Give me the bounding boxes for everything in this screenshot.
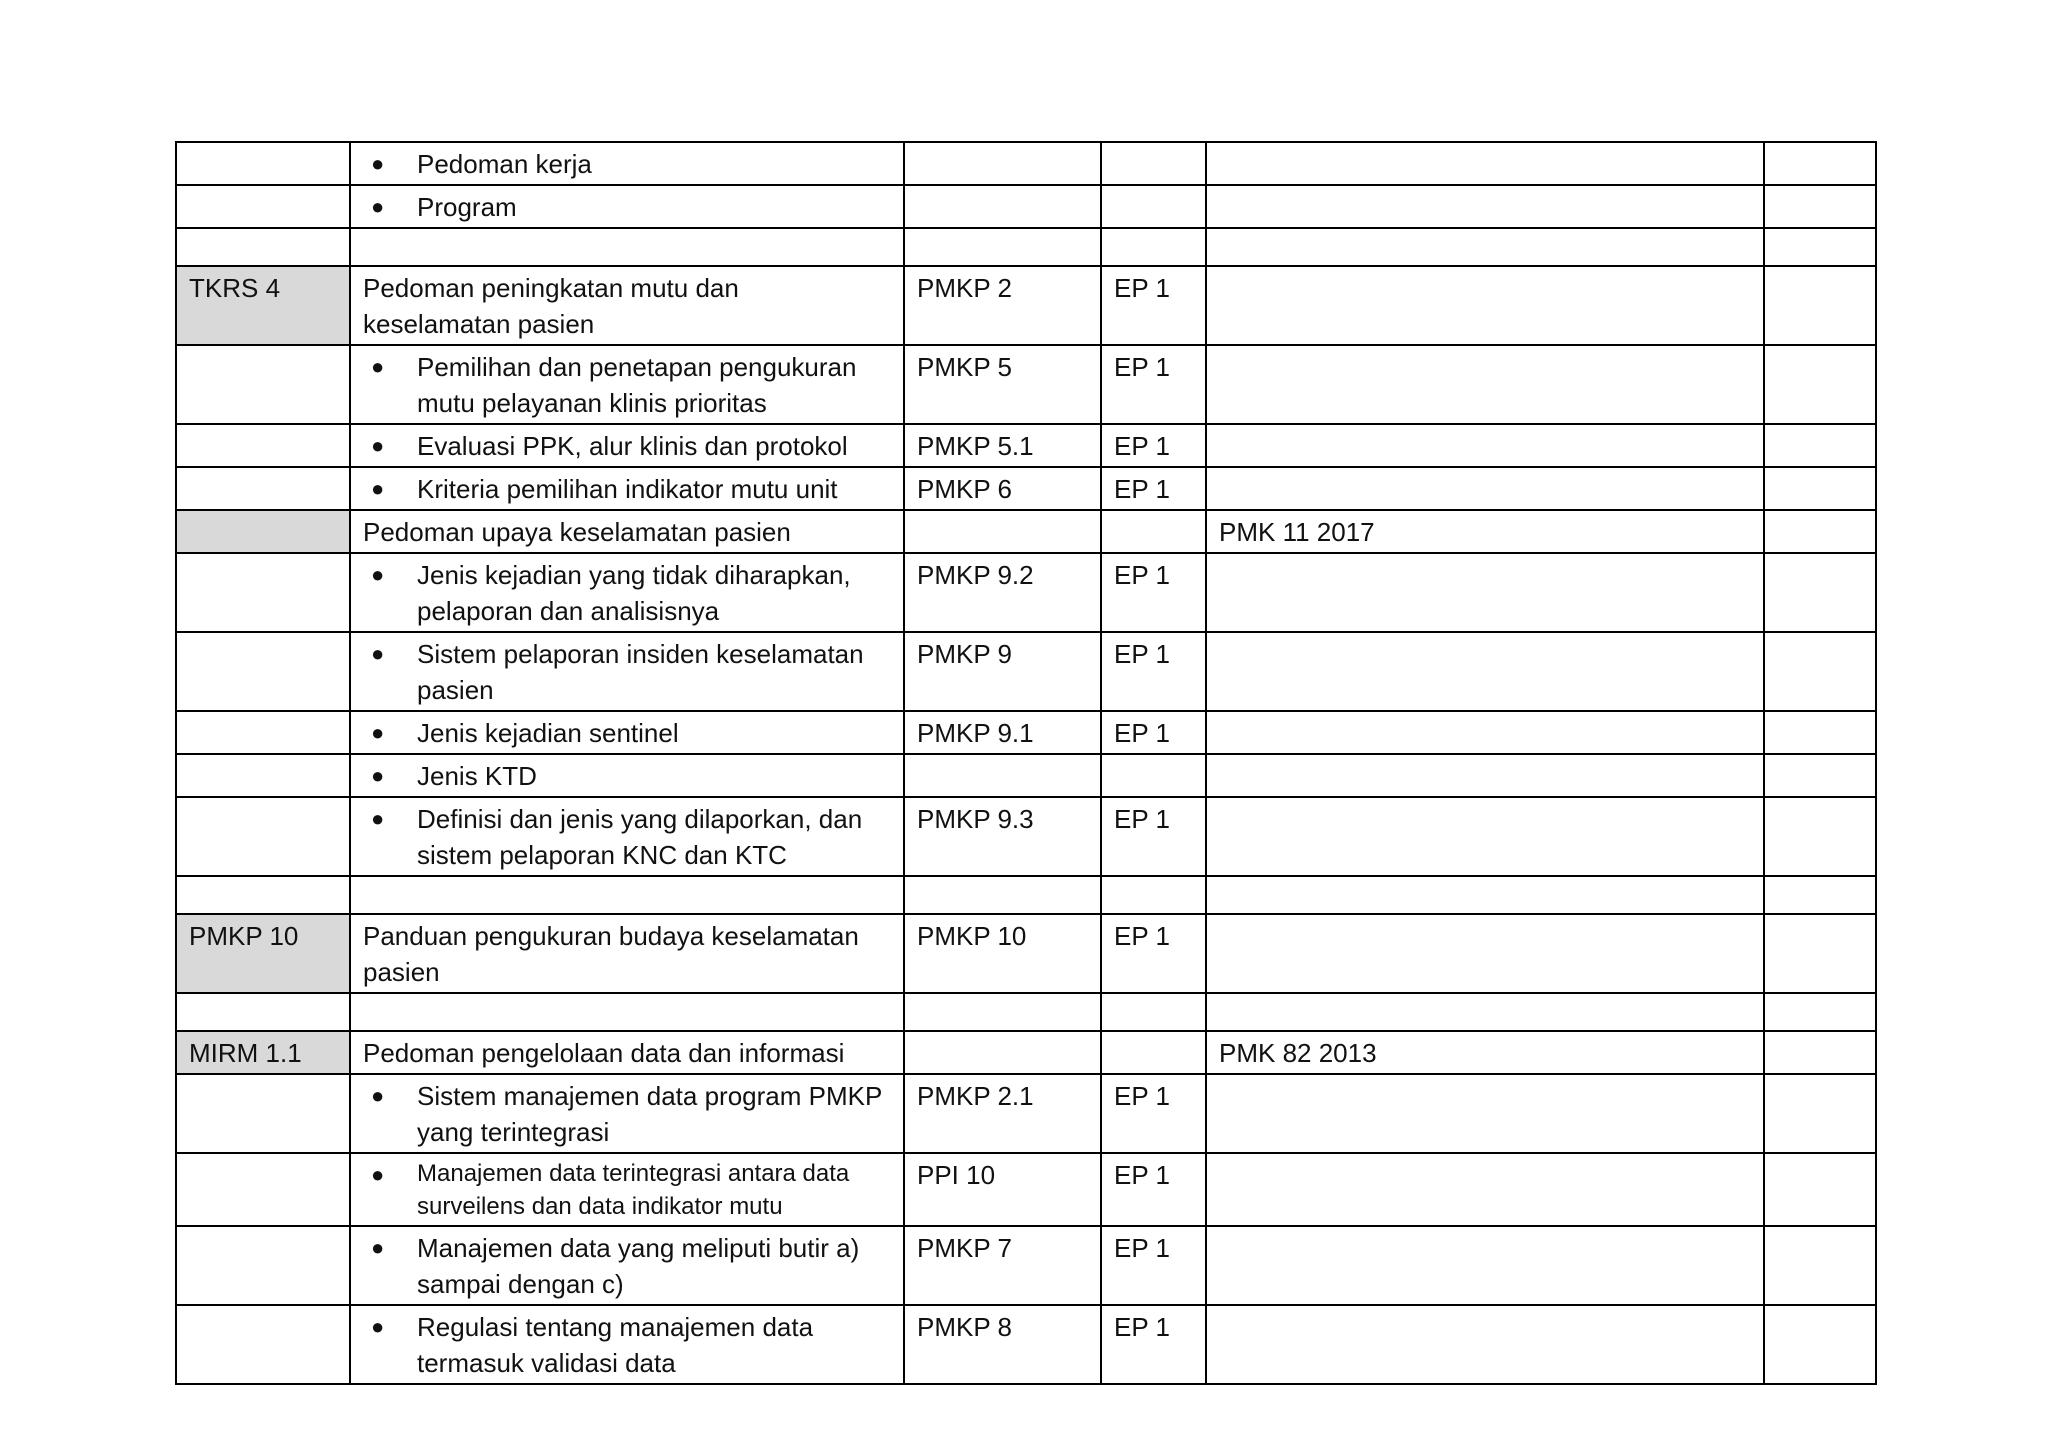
notes-cell	[1764, 185, 1876, 228]
standard-reference-cell: PMKP 5.1	[904, 424, 1101, 467]
table-row	[176, 914, 1876, 993]
element-assessment-cell	[1101, 993, 1206, 1031]
standard-reference-cell: PMKP 8	[904, 1305, 1101, 1384]
bullet-item	[363, 801, 891, 873]
regulation-cell	[1206, 185, 1764, 228]
notes-cell	[1764, 876, 1876, 914]
bullet-icon: ●	[371, 1083, 385, 1108]
document-item-cell	[350, 993, 904, 1031]
standard-code-cell	[176, 553, 350, 632]
bullet-item	[363, 146, 891, 182]
item-text: Jenis KTD	[417, 761, 537, 791]
document-item-cell: Pedoman peningkatan mutu dan keselamatan pasien	[350, 266, 904, 345]
table-row	[176, 1074, 1876, 1153]
regulation-cell: PMK 11 2017	[1206, 510, 1764, 553]
table-body	[176, 142, 1876, 1384]
notes-cell	[1764, 228, 1876, 266]
standard-code-cell	[176, 632, 350, 711]
bullet-icon: ●	[371, 641, 385, 666]
regulation-cell	[1206, 345, 1764, 424]
element-assessment-cell: EP 1	[1101, 797, 1206, 876]
document-item-cell	[350, 754, 904, 797]
element-assessment-cell: EP 1	[1101, 266, 1206, 345]
item-text: Pedoman kerja	[417, 149, 592, 179]
bullet-icon: ●	[371, 354, 385, 379]
table-row	[176, 876, 1876, 914]
notes-cell	[1764, 345, 1876, 424]
element-assessment-cell: EP 1	[1101, 467, 1206, 510]
standard-reference-cell	[904, 185, 1101, 228]
standard-reference-cell	[904, 142, 1101, 185]
table-row	[176, 266, 1876, 345]
element-assessment-cell	[1101, 228, 1206, 266]
bullet-item	[363, 189, 891, 225]
regulation-cell	[1206, 711, 1764, 754]
notes-cell	[1764, 914, 1876, 993]
bullet-icon: ●	[371, 433, 385, 458]
document-item-cell	[350, 467, 904, 510]
bullet-item	[363, 428, 891, 464]
notes-cell	[1764, 467, 1876, 510]
table-row	[176, 1153, 1876, 1226]
document-item-cell: Pedoman upaya keselamatan pasien	[350, 510, 904, 553]
element-assessment-cell: EP 1	[1101, 424, 1206, 467]
standard-code-cell	[176, 142, 350, 185]
bullet-icon: ●	[371, 562, 385, 587]
standard-reference-cell: PMKP 10	[904, 914, 1101, 993]
table-row	[176, 142, 1876, 185]
regulation-cell	[1206, 228, 1764, 266]
item-text: Pemilihan dan penetapan pengukuran mutu pelayanan klinis prioritas	[417, 352, 857, 418]
bullet-icon: ●	[371, 1162, 385, 1187]
standard-code-cell	[176, 1305, 350, 1384]
standard-reference-cell: PPI 10	[904, 1153, 1101, 1226]
standard-reference-cell	[904, 510, 1101, 553]
regulation-cell	[1206, 993, 1764, 1031]
table-row	[176, 1305, 1876, 1384]
bullet-icon: ●	[371, 194, 385, 219]
notes-cell	[1764, 424, 1876, 467]
item-text: Kriteria pemilihan indikator mutu unit	[417, 474, 838, 504]
item-text: Manajemen data yang meliputi butir a) sampai dengan c)	[417, 1233, 860, 1299]
bullet-item	[363, 1157, 891, 1223]
regulation-cell	[1206, 797, 1764, 876]
bullet-item	[363, 1078, 891, 1150]
document-item-cell	[350, 1226, 904, 1305]
bullet-item	[363, 1230, 891, 1302]
element-assessment-cell: EP 1	[1101, 914, 1206, 993]
item-text: Evaluasi PPK, alur klinis dan protokol	[417, 431, 848, 461]
document-item-cell	[350, 1153, 904, 1226]
notes-cell	[1764, 993, 1876, 1031]
regulation-cell	[1206, 266, 1764, 345]
standard-code-cell	[176, 993, 350, 1031]
standard-reference-cell: PMKP 5	[904, 345, 1101, 424]
standard-reference-cell: PMKP 6	[904, 467, 1101, 510]
element-assessment-cell: EP 1	[1101, 711, 1206, 754]
standard-reference-cell: PMKP 7	[904, 1226, 1101, 1305]
bullet-item	[363, 636, 891, 708]
standard-reference-cell	[904, 876, 1101, 914]
item-text: Sistem manajemen data program PMKP yang terintegrasi	[417, 1081, 882, 1147]
table-row	[176, 1031, 1876, 1074]
table-row	[176, 467, 1876, 510]
standard-code-cell	[176, 1153, 350, 1226]
element-assessment-cell	[1101, 185, 1206, 228]
standard-code-cell	[176, 424, 350, 467]
table-row	[176, 797, 1876, 876]
element-assessment-cell: EP 1	[1101, 553, 1206, 632]
item-text: Sistem pelaporan insiden keselamatan pasien	[417, 639, 864, 705]
bullet-icon: ●	[371, 763, 385, 788]
standard-code-cell	[176, 185, 350, 228]
document-item-cell	[350, 797, 904, 876]
bullet-icon: ●	[371, 476, 385, 501]
document-item-cell	[350, 711, 904, 754]
document-item-cell	[350, 632, 904, 711]
notes-cell	[1764, 632, 1876, 711]
notes-cell	[1764, 754, 1876, 797]
standard-reference-cell: PMKP 9.3	[904, 797, 1101, 876]
notes-cell	[1764, 266, 1876, 345]
standard-code-cell	[176, 1074, 350, 1153]
standard-code-cell	[176, 467, 350, 510]
document-item-cell	[350, 1074, 904, 1153]
table-row	[176, 553, 1876, 632]
notes-cell	[1764, 1305, 1876, 1384]
regulation-cell	[1206, 1226, 1764, 1305]
notes-cell	[1764, 1074, 1876, 1153]
element-assessment-cell: EP 1	[1101, 1153, 1206, 1226]
element-assessment-cell	[1101, 876, 1206, 914]
table-row	[176, 228, 1876, 266]
bullet-icon: ●	[371, 1235, 385, 1260]
table-row	[176, 424, 1876, 467]
element-assessment-cell: EP 1	[1101, 1226, 1206, 1305]
notes-cell	[1764, 1153, 1876, 1226]
standard-code-cell: PMKP 10	[176, 914, 350, 993]
standard-code-cell	[176, 510, 350, 553]
bullet-icon: ●	[371, 720, 385, 745]
standard-code-cell	[176, 876, 350, 914]
standard-reference-cell: PMKP 9	[904, 632, 1101, 711]
regulation-cell	[1206, 424, 1764, 467]
table-row	[176, 1226, 1876, 1305]
document-item-cell	[350, 1305, 904, 1384]
element-assessment-cell	[1101, 142, 1206, 185]
element-assessment-cell: EP 1	[1101, 632, 1206, 711]
standard-reference-cell: PMKP 9.1	[904, 711, 1101, 754]
notes-cell	[1764, 1031, 1876, 1074]
element-assessment-cell: EP 1	[1101, 345, 1206, 424]
standard-code-cell	[176, 797, 350, 876]
regulation-cell	[1206, 876, 1764, 914]
standard-code-cell	[176, 711, 350, 754]
notes-cell	[1764, 510, 1876, 553]
regulation-cell	[1206, 632, 1764, 711]
item-text: Manajemen data terintegrasi antara data surveilens dan data indikator mutu	[417, 1160, 850, 1220]
regulation-cell: PMK 82 2013	[1206, 1031, 1764, 1074]
standard-code-cell	[176, 754, 350, 797]
standards-table	[175, 141, 1877, 1385]
standard-reference-cell	[904, 754, 1101, 797]
standard-code-cell: TKRS 4	[176, 266, 350, 345]
item-text: Program	[417, 192, 517, 222]
notes-cell	[1764, 142, 1876, 185]
regulation-cell	[1206, 553, 1764, 632]
element-assessment-cell: EP 1	[1101, 1074, 1206, 1153]
notes-cell	[1764, 797, 1876, 876]
standard-reference-cell	[904, 993, 1101, 1031]
standard-reference-cell	[904, 1031, 1101, 1074]
table-row	[176, 185, 1876, 228]
regulation-cell	[1206, 1153, 1764, 1226]
table-row	[176, 510, 1876, 553]
bullet-item	[363, 471, 891, 507]
bullet-icon: ●	[371, 151, 385, 176]
bullet-item	[363, 715, 891, 751]
element-assessment-cell	[1101, 754, 1206, 797]
regulation-cell	[1206, 142, 1764, 185]
item-text: Jenis kejadian sentinel	[417, 718, 679, 748]
regulation-cell	[1206, 1305, 1764, 1384]
document-item-cell	[350, 876, 904, 914]
standard-reference-cell	[904, 228, 1101, 266]
document-item-cell: Panduan pengukuran budaya keselamatan pasien	[350, 914, 904, 993]
standard-reference-cell: PMKP 9.2	[904, 553, 1101, 632]
standard-code-cell	[176, 345, 350, 424]
document-item-cell: Pedoman pengelolaan data dan informasi	[350, 1031, 904, 1074]
item-text: Regulasi tentang manajemen data termasuk validasi data	[417, 1312, 814, 1378]
standard-reference-cell: PMKP 2.1	[904, 1074, 1101, 1153]
notes-cell	[1764, 1226, 1876, 1305]
element-assessment-cell: EP 1	[1101, 1305, 1206, 1384]
regulation-cell	[1206, 754, 1764, 797]
regulation-cell	[1206, 914, 1764, 993]
standard-code-cell	[176, 228, 350, 266]
document-item-cell	[350, 424, 904, 467]
regulation-cell	[1206, 1074, 1764, 1153]
element-assessment-cell	[1101, 510, 1206, 553]
table-row	[176, 345, 1876, 424]
standard-code-cell	[176, 1226, 350, 1305]
document-item-cell	[350, 142, 904, 185]
table-row	[176, 711, 1876, 754]
document-item-cell	[350, 345, 904, 424]
table-row	[176, 632, 1876, 711]
document-item-cell	[350, 553, 904, 632]
item-text: Definisi dan jenis yang dilaporkan, dan sistem pelaporan KNC dan KTC	[417, 804, 863, 870]
item-text: Jenis kejadian yang tidak diharapkan, pelaporan dan analisisnya	[417, 560, 851, 626]
document-item-cell	[350, 228, 904, 266]
notes-cell	[1764, 553, 1876, 632]
bullet-item	[363, 349, 891, 421]
standard-reference-cell: PMKP 2	[904, 266, 1101, 345]
bullet-item	[363, 1309, 891, 1381]
regulation-cell	[1206, 467, 1764, 510]
notes-cell	[1764, 711, 1876, 754]
bullet-item	[363, 758, 891, 794]
bullet-icon: ●	[371, 806, 385, 831]
bullet-item	[363, 557, 891, 629]
bullet-icon: ●	[371, 1314, 385, 1339]
element-assessment-cell	[1101, 1031, 1206, 1074]
standard-code-cell: MIRM 1.1	[176, 1031, 350, 1074]
table-row	[176, 754, 1876, 797]
table-row	[176, 993, 1876, 1031]
document-item-cell	[350, 185, 904, 228]
